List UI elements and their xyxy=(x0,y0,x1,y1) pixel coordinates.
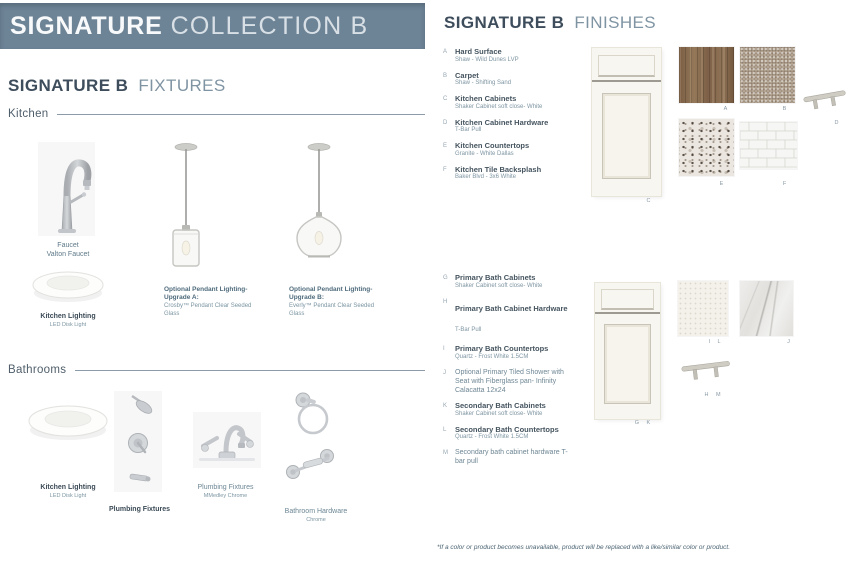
pendant-a-image xyxy=(160,140,212,268)
finish-letter: M xyxy=(443,450,448,457)
cabinet-door-panel xyxy=(605,325,649,403)
finish-item-d xyxy=(443,118,598,136)
swatch-label-f: F xyxy=(782,181,790,187)
wood-flooring-swatch xyxy=(679,47,734,103)
cabinet-door-sample-gk xyxy=(595,283,660,419)
finish-title: Hard Surface xyxy=(455,47,502,56)
pendant-b-image xyxy=(288,140,350,260)
finishes-list-kitchen xyxy=(443,47,598,188)
finish-letter: E xyxy=(443,143,448,150)
kitchen-lighting-sub: LED Disk Light xyxy=(49,321,87,328)
pendant-b-label xyxy=(289,286,381,318)
finish-item-i xyxy=(443,344,568,362)
bathrooms-section-rule xyxy=(75,370,425,371)
bath-lighting-label xyxy=(8,484,128,500)
finish-sub: Shaker Cabinet soft close- White xyxy=(455,103,543,110)
finish-sub: Baker Blvd - 3x6 White xyxy=(455,174,517,181)
kitchen-lighting-label xyxy=(8,313,128,329)
finishes-title-bold: SIGNATURE B xyxy=(444,13,565,32)
finish-item-m xyxy=(443,448,568,466)
bath-lighting-title: Kitchen Lighting xyxy=(40,484,96,491)
faucet-label-title: Faucet xyxy=(57,242,79,249)
bath-disk-light-image xyxy=(26,396,110,448)
bathroom-hardware-label xyxy=(266,508,366,524)
swatch-label-a: A xyxy=(723,106,731,112)
finish-sub: Quartz - Frost White 1.5CM xyxy=(455,353,529,360)
finish-item-f xyxy=(443,165,598,183)
faucet-label-sub: Valton Faucet xyxy=(46,250,90,258)
banner-title-light: COLLECTION B xyxy=(170,11,369,40)
finish-title: Secondary Bath Countertops xyxy=(455,424,559,434)
pendant-a-label xyxy=(164,286,256,318)
fixtures-title xyxy=(8,76,226,96)
bathrooms-section-label: Bathrooms xyxy=(8,364,67,376)
finishes-title-light: FINISHES xyxy=(574,13,656,32)
finish-title: Kitchen Cabinet Hardware xyxy=(455,117,549,127)
finish-letter: G xyxy=(443,275,448,281)
finish-sub: Shaw - Wild Dunes LVP xyxy=(455,56,519,63)
finish-sub: T-Bar Pull xyxy=(455,127,482,134)
finish-item-k xyxy=(443,401,568,419)
fixtures-title-light: FIXTURES xyxy=(138,76,226,95)
kitchen-lighting-title: Kitchen Lighting xyxy=(40,313,96,320)
faucet-label xyxy=(8,242,128,260)
pendant-a-title: Optional Pendant Lighting- Upgrade A: xyxy=(164,286,248,302)
finish-title: Kitchen Cabinets xyxy=(455,94,517,104)
kitchen-faucet-image xyxy=(38,142,95,236)
kitchen-disk-light-image xyxy=(30,263,106,309)
swatch-label-j: J xyxy=(787,339,793,345)
cabinet-split-line xyxy=(592,80,661,82)
finish-title: Kitchen Tile Backsplash xyxy=(455,164,542,174)
tbar-pull-image-d xyxy=(800,82,850,116)
subway-tile-swatch xyxy=(740,122,797,169)
finish-letter: H xyxy=(443,298,448,305)
finish-letter: D xyxy=(443,119,448,126)
swatch-label-il: I L xyxy=(708,339,724,345)
finish-item-g xyxy=(443,273,568,291)
finish-letter: F xyxy=(443,166,447,173)
bath-faucet-sub: MMedley Chrome xyxy=(203,492,248,499)
shower-fixtures-title: Plumbing Fixtures xyxy=(108,506,171,513)
swatch-label-e: E xyxy=(719,181,727,187)
disclaimer-text: *If a color or product becomes unavailable, product will be replaced with a like/similar color or product. xyxy=(437,544,731,551)
finish-letter: K xyxy=(443,402,448,409)
cabinet-drawer-front xyxy=(601,289,654,309)
calacatta-tile-swatch xyxy=(740,281,793,336)
finish-item-a xyxy=(443,47,598,65)
finish-letter: B xyxy=(443,72,448,79)
kitchen-section-rule xyxy=(57,114,425,115)
finish-title: Carpet xyxy=(455,70,479,80)
banner-title-bold: SIGNATURE xyxy=(10,11,163,40)
cabinet-drawer-front xyxy=(598,55,655,77)
pendant-a-sub: Crosby™ Pendant Clear Seeded Glass xyxy=(164,302,252,317)
fixtures-title-bold: SIGNATURE B xyxy=(8,76,129,95)
kitchen-section-header xyxy=(8,108,425,120)
bath-faucet-title: Plumbing Fixtures xyxy=(197,484,254,491)
swatch-label-b: B xyxy=(782,106,790,112)
swatch-label-d: D xyxy=(834,120,842,126)
finish-sub: Quartz - Frost White 1.5CM xyxy=(455,434,529,441)
finishes-list-bath xyxy=(443,273,568,472)
pendant-b-title: Optional Pendant Lighting- Upgrade B: xyxy=(289,286,373,302)
cabinet-split-line xyxy=(595,312,660,314)
finish-sub: Granite - White Dallas xyxy=(455,150,514,157)
finish-item-c xyxy=(443,94,598,112)
finish-letter: I xyxy=(443,346,445,353)
finish-sub: Shaw - Shifting Sand xyxy=(455,80,512,87)
swatch-label-gk: G K xyxy=(634,420,654,426)
finish-title: Primary Bath Cabinets xyxy=(455,273,536,282)
bathroom-hardware-sub: Chrome xyxy=(306,516,326,523)
granite-countertop-swatch xyxy=(679,119,734,176)
finish-title: Primary Bath Cabinet Hardware xyxy=(455,303,568,313)
towel-ring-image xyxy=(286,390,336,438)
finish-item-e xyxy=(443,141,598,159)
finish-item-b xyxy=(443,71,598,89)
cabinet-door-sample-c xyxy=(592,48,661,196)
bath-faucet-label xyxy=(178,484,273,500)
pendant-b-sub: Everly™ Pendant Clear Seeded Glass xyxy=(289,302,375,317)
finish-item-j xyxy=(443,368,568,395)
kitchen-section-label: Kitchen xyxy=(8,108,49,120)
finish-item-h xyxy=(443,297,568,339)
toilet-paper-holder-image xyxy=(283,445,341,489)
finish-sub: T-Bar Pull xyxy=(455,327,482,334)
finish-title: Secondary bath cabinet hardware T-bar pull xyxy=(455,449,568,466)
quartz-countertop-swatch xyxy=(678,281,728,336)
bathrooms-section-header xyxy=(8,364,425,376)
finishes-title xyxy=(444,13,656,33)
collection-banner xyxy=(0,3,425,49)
shower-fixtures-image xyxy=(114,391,162,492)
bathroom-hardware-title: Bathroom Hardware xyxy=(284,508,348,515)
bath-lighting-sub: LED Disk Light xyxy=(49,492,87,499)
finish-letter: C xyxy=(443,96,448,103)
tbar-pull-image-hm xyxy=(678,353,734,385)
finish-sub: Shaker Cabinet soft close- White xyxy=(455,410,543,417)
finish-letter: A xyxy=(443,49,448,55)
finish-title: Secondary Bath Cabinets xyxy=(455,400,546,410)
finish-letter: J xyxy=(443,369,446,376)
swatch-label-hm: H M xyxy=(704,392,724,398)
finish-title: Kitchen Countertops xyxy=(455,141,530,151)
cabinet-door-panel xyxy=(603,94,650,178)
finish-title: Primary Bath Countertops xyxy=(455,344,549,354)
finish-sub: Shaker Cabinet soft close- White xyxy=(455,282,543,289)
shower-fixtures-label xyxy=(92,506,187,515)
finish-letter: L xyxy=(443,426,447,433)
bath-faucet-image xyxy=(193,412,261,468)
swatch-label-c: C xyxy=(646,198,654,204)
finish-title: Optional Primary Tiled Shower with Seat with Fiberglass pan- Infinity Calacatta 12x24 xyxy=(455,368,564,394)
finish-item-l xyxy=(443,425,568,443)
carpet-swatch xyxy=(740,47,795,103)
